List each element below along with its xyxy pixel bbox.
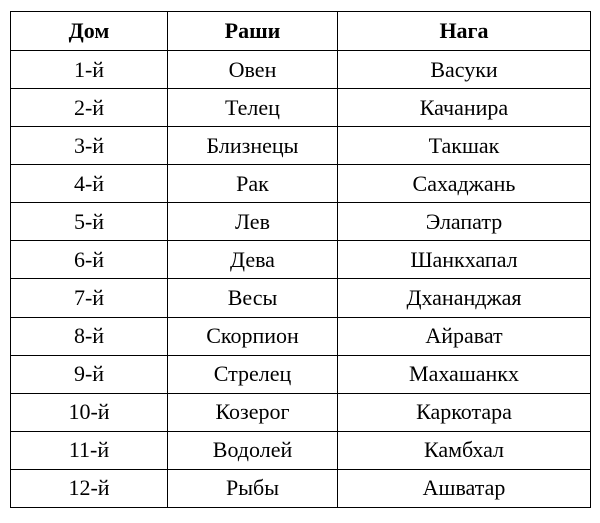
table-row: [11, 51, 591, 89]
table-row: [11, 393, 591, 431]
house-cell: 12-й: [11, 469, 168, 507]
naga-cell: Махашанкх: [338, 355, 591, 393]
house-cell: 4-й: [11, 165, 168, 203]
house-cell: 1-й: [11, 51, 168, 89]
house-cell: 3-й: [11, 127, 168, 165]
table-container: [10, 11, 590, 508]
naga-cell: Элапатр: [338, 203, 591, 241]
rashi-cell: Овен: [168, 51, 338, 89]
house-rashi-naga-table: [10, 11, 591, 508]
house-cell: 10-й: [11, 393, 168, 431]
naga-cell: Ашватар: [338, 469, 591, 507]
table-row: [11, 279, 591, 317]
rashi-cell: Телец: [168, 89, 338, 127]
rashi-cell: Скорпион: [168, 317, 338, 355]
house-cell: 7-й: [11, 279, 168, 317]
header-cell-house: Дом: [11, 12, 168, 51]
table-row: [11, 355, 591, 393]
rashi-cell: Стрелец: [168, 355, 338, 393]
header-row: [11, 12, 591, 51]
table-row: [11, 317, 591, 355]
table-row: [11, 203, 591, 241]
house-cell: 9-й: [11, 355, 168, 393]
naga-cell: Такшак: [338, 127, 591, 165]
rashi-cell: Весы: [168, 279, 338, 317]
naga-cell: Камбхал: [338, 431, 591, 469]
table-row: [11, 469, 591, 507]
rashi-cell: Близнецы: [168, 127, 338, 165]
rashi-cell: Лев: [168, 203, 338, 241]
naga-cell: Айрават: [338, 317, 591, 355]
table-row: [11, 127, 591, 165]
house-cell: 2-й: [11, 89, 168, 127]
table-row: [11, 241, 591, 279]
house-cell: 11-й: [11, 431, 168, 469]
rashi-cell: Рак: [168, 165, 338, 203]
house-cell: 6-й: [11, 241, 168, 279]
rashi-cell: Водолей: [168, 431, 338, 469]
naga-cell: Васуки: [338, 51, 591, 89]
house-cell: 8-й: [11, 317, 168, 355]
naga-cell: Сахаджань: [338, 165, 591, 203]
house-cell: 5-й: [11, 203, 168, 241]
rashi-cell: Дева: [168, 241, 338, 279]
rashi-cell: Козерог: [168, 393, 338, 431]
naga-cell: Каркотара: [338, 393, 591, 431]
naga-cell: Дхананджая: [338, 279, 591, 317]
naga-cell: Шанкхапал: [338, 241, 591, 279]
header-cell-naga: Нага: [338, 12, 591, 51]
rashi-cell: Рыбы: [168, 469, 338, 507]
naga-cell: Качанира: [338, 89, 591, 127]
table-row: [11, 431, 591, 469]
table-row: [11, 89, 591, 127]
header-cell-rashi: Раши: [168, 12, 338, 51]
table-row: [11, 165, 591, 203]
